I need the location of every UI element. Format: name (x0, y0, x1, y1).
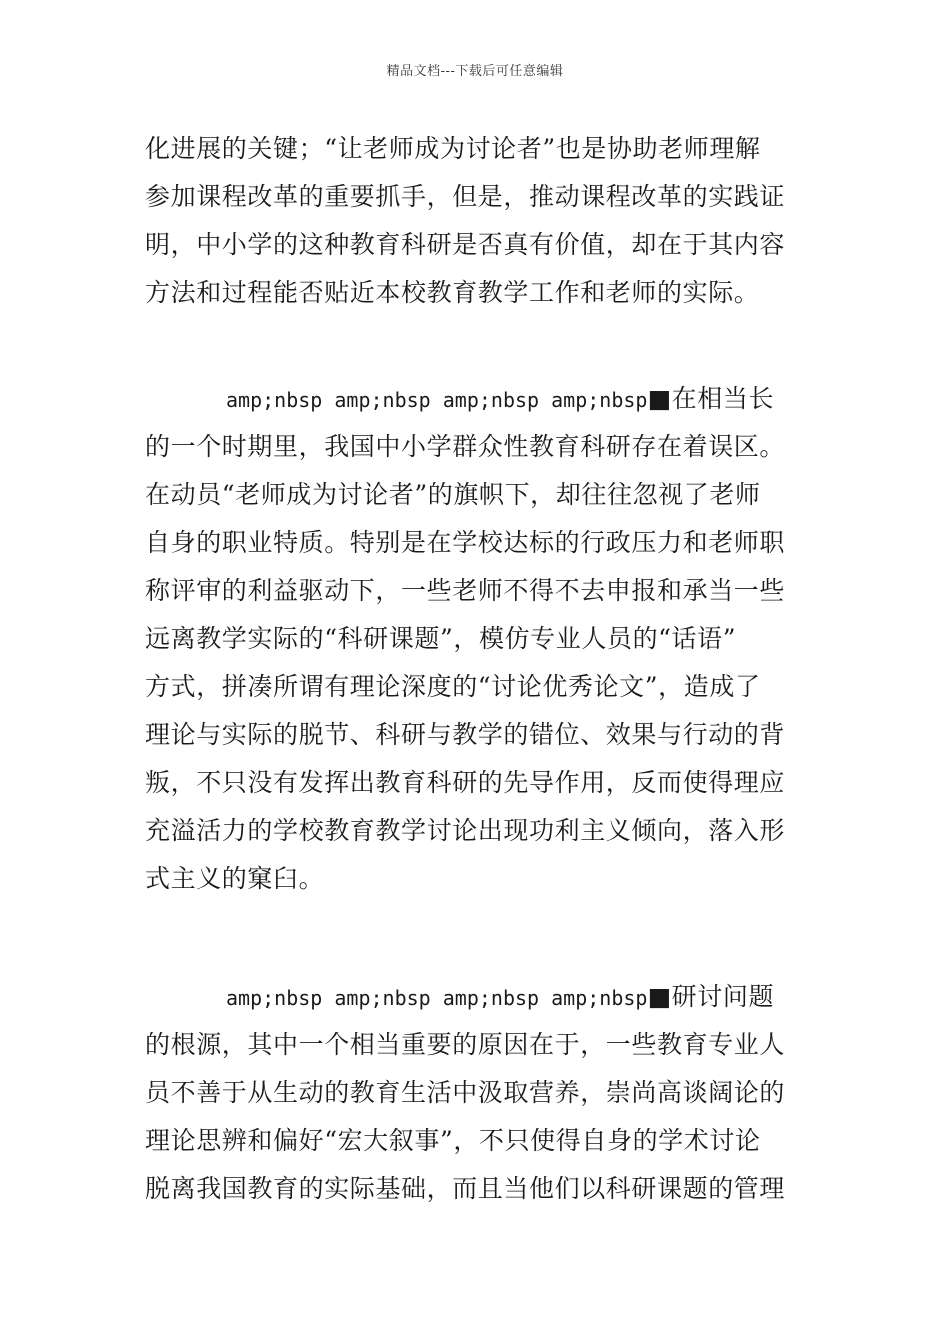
paragraph-2-lead-line (226, 383, 774, 415)
paragraph-2-line-7: 理论与实际的脱节、科研与教学的错位、效果与行动的背 (145, 720, 786, 749)
paragraph-3-line-2: 员不善于从生动的教育生活中汲取营养，崇尚高谈阔论的 (145, 1078, 786, 1107)
paragraph-2-line-9: 充溢活力的学校教育教学讨论出现功利主义倾向，落入形 (145, 816, 786, 845)
paragraph-2-line-10: 式主义的窠臼。 (145, 864, 325, 893)
paragraph-1-line-4: 方法和过程能否贴近本校教育教学工作和老师的实际。 (145, 278, 760, 307)
square-bullet-icon: ■ (647, 982, 672, 1011)
paragraph-1-line-1: 化进展的关键；“让老师成为讨论者”也是协助老师理解 (145, 134, 761, 163)
square-bullet-icon: ■ (647, 384, 672, 413)
html-entity-text: amp;nbsp amp;nbsp amp;nbsp amp;nbsp (226, 986, 648, 1010)
html-entity-text: amp;nbsp amp;nbsp amp;nbsp amp;nbsp (226, 388, 648, 412)
paragraph-2-line-5: 远离教学实际的“科研课题”，模仿专业人员的“话语” (145, 624, 737, 653)
paragraph-3-lead-text: 研讨问题 (671, 982, 775, 1011)
paragraph-2-line-8: 叛，不只没有发挥出教育科研的先导作用，反而使得理应 (145, 768, 786, 797)
paragraph-3-line-4: 脱离我国教育的实际基础，而且当他们以科研课题的管理 (145, 1174, 786, 1203)
paragraph-2-line-6: 方式，拼凑所谓有理论深度的“讨论优秀论文”，造成了 (145, 672, 761, 701)
paragraph-2-line-1: 的一个时期里，我国中小学群众性教育科研存在着误区。 (145, 432, 786, 461)
paragraph-1-line-3: 明，中小学的这种教育科研是否真有价值，却在于其内容 (145, 230, 786, 259)
paragraph-3-line-3: 理论思辨和偏好“宏大叙事”，不只使得自身的学术讨论 (145, 1126, 761, 1155)
paragraph-3-lead-line (226, 981, 774, 1013)
page-header: 精品文档---下载后可任意编辑 (386, 64, 564, 79)
paragraph-3-line-1: 的根源，其中一个相当重要的原因在于，一些教育专业人 (145, 1030, 786, 1059)
paragraph-1-line-2: 参加课程改革的重要抓手，但是，推动课程改革的实践证 (145, 182, 786, 211)
paragraph-2-line-2: 在动员“老师成为讨论者”的旗帜下，却往往忽视了老师 (145, 480, 761, 509)
paragraph-2-line-4: 称评审的利益驱动下，一些老师不得不去申报和承当一些 (145, 576, 786, 605)
paragraph-2-lead-text: 在相当长 (671, 384, 775, 413)
paragraph-2-line-3: 自身的职业特质。特别是在学校达标的行政压力和老师职 (145, 528, 786, 557)
